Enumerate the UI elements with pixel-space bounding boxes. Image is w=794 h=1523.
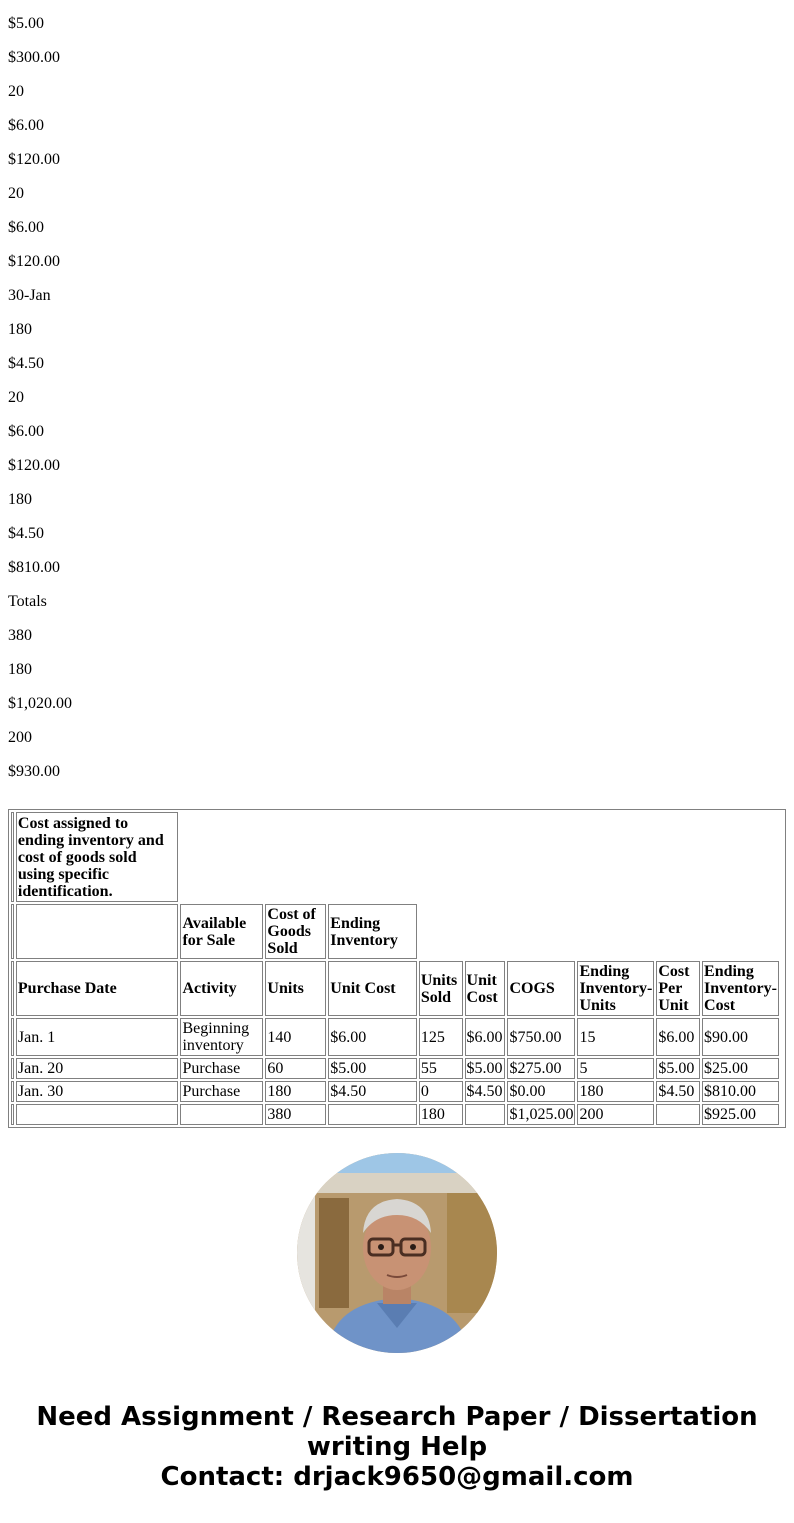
cell-cost-per-unit: $4.50 <box>656 1081 700 1102</box>
person-portrait-icon <box>297 1153 497 1353</box>
cell-units: 60 <box>265 1058 326 1079</box>
value-line: $4.50 <box>8 525 44 542</box>
value-line: $120.00 <box>8 151 60 168</box>
cell-ending-cost: $810.00 <box>702 1081 779 1102</box>
cell-purchase-date <box>16 1104 179 1125</box>
col-header-unit-cost-sold: Unit Cost <box>465 961 506 1016</box>
cell-unit-cost: $6.00 <box>328 1018 417 1056</box>
cell-total-units-sold: 180 <box>419 1104 463 1125</box>
cell-unit-cost: $4.50 <box>328 1081 417 1102</box>
value-line: $300.00 <box>8 49 60 66</box>
col-header-activity: Activity <box>180 961 263 1016</box>
col-header-filler <box>781 961 783 1016</box>
value-line: 200 <box>8 729 32 746</box>
table-row <box>11 1018 783 1056</box>
group-header-ending: Ending Inventory <box>328 904 417 959</box>
row-filler <box>781 1104 783 1125</box>
row-spacer <box>11 1104 14 1125</box>
cell-units-sold: 125 <box>419 1018 463 1056</box>
group-header-available: Available for Sale <box>180 904 263 959</box>
group-header-blank <box>16 904 179 959</box>
cell-total-units: 380 <box>265 1104 326 1125</box>
caption-row <box>11 812 783 902</box>
promo-headline: Need Assignment / Research Paper / Dissertation writing Help <box>36 1402 758 1462</box>
value-line: $6.00 <box>8 423 44 440</box>
col-header-ending-units: Ending Inventory-Units <box>579 963 653 1014</box>
cell-total-cogs: $1,025.00 <box>509 1106 574 1123</box>
group-header-cogs: Cost of Goods Sold <box>265 904 326 959</box>
value-line: 180 <box>8 661 32 678</box>
cell-ending-units: 180 <box>577 1081 654 1102</box>
cell-unit-cost-sold <box>465 1104 506 1125</box>
promo-banner <box>0 1402 794 1492</box>
preceding-values-list <box>8 0 72 797</box>
group-header-row <box>11 904 783 959</box>
cell-ending-units: 5 <box>577 1058 654 1079</box>
row-spacer <box>11 904 14 959</box>
value-line: 20 <box>8 185 24 202</box>
value-line: 180 <box>8 321 32 338</box>
cell-ending-cost: $90.00 <box>702 1018 779 1056</box>
cell-ending-units: 15 <box>577 1018 654 1056</box>
value-line: $6.00 <box>8 219 44 236</box>
column-header-row <box>11 961 783 1016</box>
row-spacer <box>11 1018 14 1056</box>
profile-photo <box>297 1153 497 1353</box>
cell-cogs: $0.00 <box>507 1081 575 1102</box>
cell-unit-cost-sold: $5.00 <box>465 1058 506 1079</box>
value-line: $4.50 <box>8 355 44 372</box>
cell-purchase-date: Jan. 1 <box>16 1018 179 1056</box>
group-header-filler <box>419 904 783 959</box>
cell-units: 180 <box>265 1081 326 1102</box>
cell-unit-cost-sold: $4.50 <box>465 1081 506 1102</box>
cell-purchase-date: Jan. 20 <box>16 1058 179 1079</box>
value-line: 30-Jan <box>8 287 51 304</box>
cell-total-ending-units: 200 <box>577 1104 654 1125</box>
cell-cogs: $275.00 <box>507 1058 575 1079</box>
col-header-cost-per-unit: Cost Per Unit <box>656 961 700 1016</box>
cell-unit-cost: $5.00 <box>328 1058 417 1079</box>
value-line: $930.00 <box>8 763 60 780</box>
table-row <box>11 1058 783 1079</box>
totals-label: Totals <box>8 593 47 610</box>
col-header-units-sold: Units Sold <box>419 961 463 1016</box>
value-line: 20 <box>8 83 24 100</box>
col-header-unit-cost: Unit Cost <box>328 961 417 1016</box>
row-filler <box>781 1018 783 1056</box>
col-header-ending-cost: Ending Inventory-Cost <box>702 961 779 1016</box>
cell-activity: Purchase <box>180 1081 263 1102</box>
inventory-table-wrapper <box>8 809 786 1128</box>
row-spacer <box>11 1058 14 1079</box>
value-line: $5.00 <box>8 15 44 32</box>
cell-cost-per-unit: $6.00 <box>656 1018 700 1056</box>
cell-activity: Purchase <box>180 1058 263 1079</box>
row-spacer <box>11 1081 14 1102</box>
value-line: 180 <box>8 491 32 508</box>
row-filler <box>781 1081 783 1102</box>
row-spacer <box>11 812 14 902</box>
cell-units-sold: 55 <box>419 1058 463 1079</box>
value-line: 380 <box>8 627 32 644</box>
cell-purchase-date: Jan. 30 <box>16 1081 179 1102</box>
cell-activity: Beginning inventory <box>180 1018 263 1056</box>
col-header-units: Units <box>265 961 326 1016</box>
promo-contact: Contact: drjack9650@gmail.com <box>160 1462 634 1492</box>
value-line: $6.00 <box>8 117 44 134</box>
cell-cogs: $750.00 <box>507 1018 575 1056</box>
cell-total-ending-cost: $925.00 <box>702 1104 779 1125</box>
table-row <box>11 1081 783 1102</box>
cell-unit-cost-sold: $6.00 <box>465 1018 506 1056</box>
cell-units: 140 <box>265 1018 326 1056</box>
cell-ending-cost: $25.00 <box>702 1058 779 1079</box>
inventory-table <box>8 809 786 1128</box>
caption-filler <box>180 812 783 902</box>
value-line: $120.00 <box>8 253 60 270</box>
cell-cost-per-unit: $5.00 <box>656 1058 700 1079</box>
cell-units-sold: 0 <box>419 1081 463 1102</box>
value-line: $120.00 <box>8 457 60 474</box>
row-spacer <box>11 961 14 1016</box>
value-line: 20 <box>8 389 24 406</box>
col-header-cogs: COGS <box>507 961 575 1016</box>
col-header-purchase-date: Purchase Date <box>16 961 179 1016</box>
cell-cost-per-unit <box>656 1104 700 1125</box>
cell-activity <box>180 1104 263 1125</box>
totals-row <box>11 1104 783 1125</box>
cell-unit-cost <box>328 1104 417 1125</box>
value-line: $810.00 <box>8 559 60 576</box>
value-line: $1,020.00 <box>8 695 72 712</box>
row-filler <box>781 1058 783 1079</box>
table-caption: Cost assigned to ending inventory and cost of goods sold using specific identification. <box>16 812 179 902</box>
